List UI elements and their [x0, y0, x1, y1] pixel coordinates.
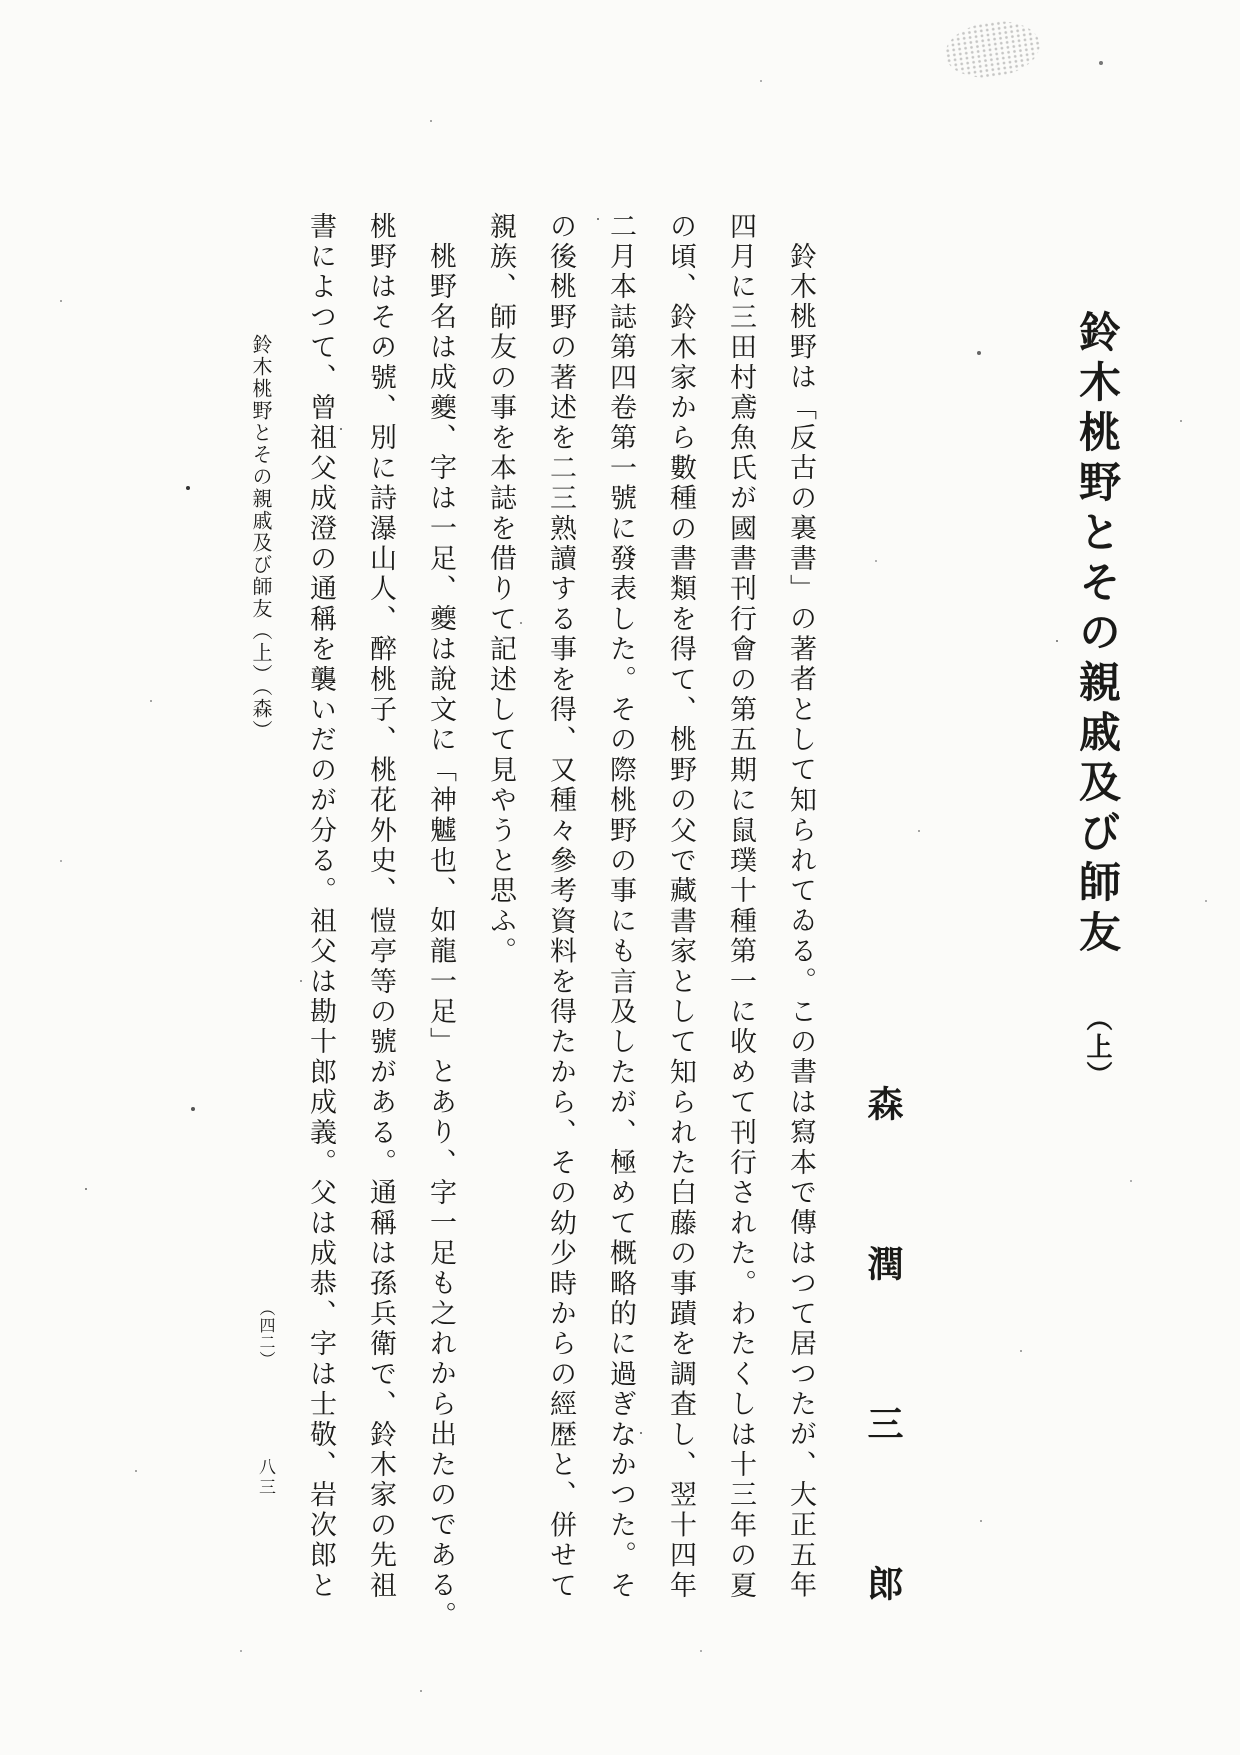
- text-column: 二月本誌第四卷第一號に發表した。その際桃野の事にも言及したが、極めて概略的に過ぎなかつた。そ: [605, 212, 636, 1602]
- body-text: [290, 212, 830, 1632]
- scan-smudge: [942, 16, 1044, 84]
- text-column: 親族、師友の事を本誌を借りて記述して見やうと思ふ。: [485, 212, 516, 967]
- running-head: 鈴木桃野とその親戚及び師友（上）（森）: [249, 334, 273, 742]
- article-title: [1067, 310, 1127, 1089]
- text-column: 桃野名は成夔、字は一足、夔は說文に「神魖也、如龍一足」とあり、字一足も之れから出たのである。: [425, 242, 456, 1632]
- text-column: の後桃野の著述を二三熟讀する事を得、又種々參考資料を得たから、その幼少時からの經歴と、併せて: [545, 212, 576, 1602]
- text-column: 四月に三田村鳶魚氏が國書刊行會の第五期に鼠璞十種第一に收めて刊行された。わたくしは十三年の夏: [725, 212, 756, 1602]
- text-column: の頃、鈴木家から數種の書類を得て、桃野の父で藏書家として知られた白藤の事蹟を調査し、翌十四年: [665, 212, 696, 1602]
- volume-page-number: （四二）: [257, 1300, 276, 1368]
- article-part-label: （上）: [1082, 1005, 1112, 1089]
- page-number: 八三: [255, 1458, 275, 1498]
- article-title-text: 鈴木桃野とその親戚及び師友: [1073, 310, 1122, 960]
- text-column: 鈴木桃野は「反古の裏書」の著者として知られてゐる。この書は寫本で傳はつて居つたが、大正五年: [785, 242, 816, 1601]
- author-name: 森潤三郎: [862, 1085, 904, 1725]
- scan-speckles: [0, 0, 2, 2]
- text-column: 書によつて、曾祖父成澄の通稱を襲いだのが分る。祖父は勘十郎成義。父は成恭、字は士敬、岩次郎と: [305, 212, 336, 1602]
- text-column: 桃野はその號、別に詩瀑山人、醉桃子、桃花外史、愷亭等の號がある。通稱は孫兵衛で、鈴木家の先祖: [365, 212, 396, 1602]
